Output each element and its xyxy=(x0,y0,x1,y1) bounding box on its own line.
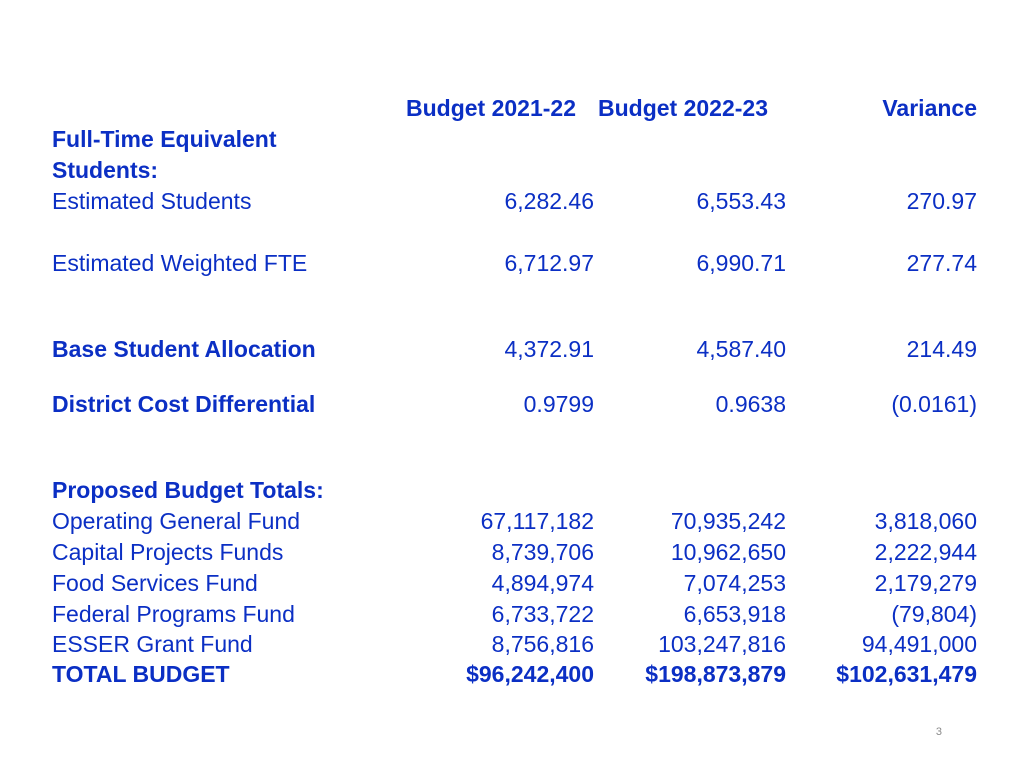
cell-estimated-students-2022-23: 6,553.43 xyxy=(696,188,786,214)
row-label-federal-programs-fund: Federal Programs Fund xyxy=(52,601,295,627)
cell-operating-variance: 3,818,060 xyxy=(874,508,977,534)
cell-bsa-variance: 214.49 xyxy=(906,336,977,362)
cell-capital-variance: 2,222,944 xyxy=(874,539,977,565)
cell-bsa-2022-23: 4,587.40 xyxy=(696,336,786,362)
cell-federal-2021-22: 6,733,722 xyxy=(491,601,594,627)
row-label-district-cost-differential: District Cost Differential xyxy=(52,391,316,417)
cell-total-2022-23: $198,873,879 xyxy=(645,661,786,687)
cell-dcd-2021-22: 0.9799 xyxy=(523,391,594,417)
cell-esser-2022-23: 103,247,816 xyxy=(658,631,786,657)
cell-capital-2021-22: 8,739,706 xyxy=(491,539,594,565)
slide-page-number: 3 xyxy=(935,726,942,738)
cell-food-2022-23: 7,074,253 xyxy=(683,570,786,596)
row-label-estimated-students: Estimated Students xyxy=(52,188,252,214)
cell-dcd-2022-23: 0.9638 xyxy=(715,391,786,417)
cell-total-2021-22: $96,242,400 xyxy=(466,661,594,687)
cell-federal-2022-23: 6,653,918 xyxy=(683,601,786,627)
cell-food-variance: 2,179,279 xyxy=(874,570,977,596)
cell-weighted-fte-2021-22: 6,712.97 xyxy=(504,250,594,276)
row-label-capital-projects-funds: Capital Projects Funds xyxy=(52,539,284,565)
fte-section-title-line2: Students: xyxy=(52,157,159,183)
cell-weighted-fte-2022-23: 6,990.71 xyxy=(696,250,786,276)
row-label-food-services-fund: Food Services Fund xyxy=(52,570,258,596)
row-label-base-student-allocation: Base Student Allocation xyxy=(52,336,316,362)
row-label-operating-general-fund: Operating General Fund xyxy=(52,508,301,534)
cell-capital-2022-23: 10,962,650 xyxy=(670,539,786,565)
cell-operating-2022-23: 70,935,242 xyxy=(670,508,786,534)
cell-food-2021-22: 4,894,974 xyxy=(491,570,594,596)
cell-estimated-students-2021-22: 6,282.46 xyxy=(504,188,594,214)
cell-estimated-students-variance: 270.97 xyxy=(906,188,977,214)
cell-operating-2021-22: 67,117,182 xyxy=(480,508,594,534)
header-variance: Variance xyxy=(882,95,977,121)
cell-dcd-variance: (0.0161) xyxy=(891,391,977,417)
cell-esser-2021-22: 8,756,816 xyxy=(491,631,594,657)
cell-federal-variance: (79,804) xyxy=(891,601,977,627)
header-budget-2021-22: Budget 2021-22 xyxy=(406,95,577,121)
fte-section-title-line1: Full-Time Equivalent xyxy=(52,126,277,152)
budget-section-title: Proposed Budget Totals: xyxy=(52,477,324,503)
cell-total-variance: $102,631,479 xyxy=(836,661,977,687)
row-label-total-budget: TOTAL BUDGET xyxy=(52,661,230,687)
cell-bsa-2021-22: 4,372.91 xyxy=(504,336,594,362)
cell-esser-variance: 94,491,000 xyxy=(861,631,977,657)
header-budget-2022-23: Budget 2022-23 xyxy=(598,95,769,121)
cell-weighted-fte-variance: 277.74 xyxy=(906,250,977,276)
row-label-esser-grant-fund: ESSER Grant Fund xyxy=(52,631,253,657)
row-label-estimated-weighted-fte: Estimated Weighted FTE xyxy=(52,250,308,276)
